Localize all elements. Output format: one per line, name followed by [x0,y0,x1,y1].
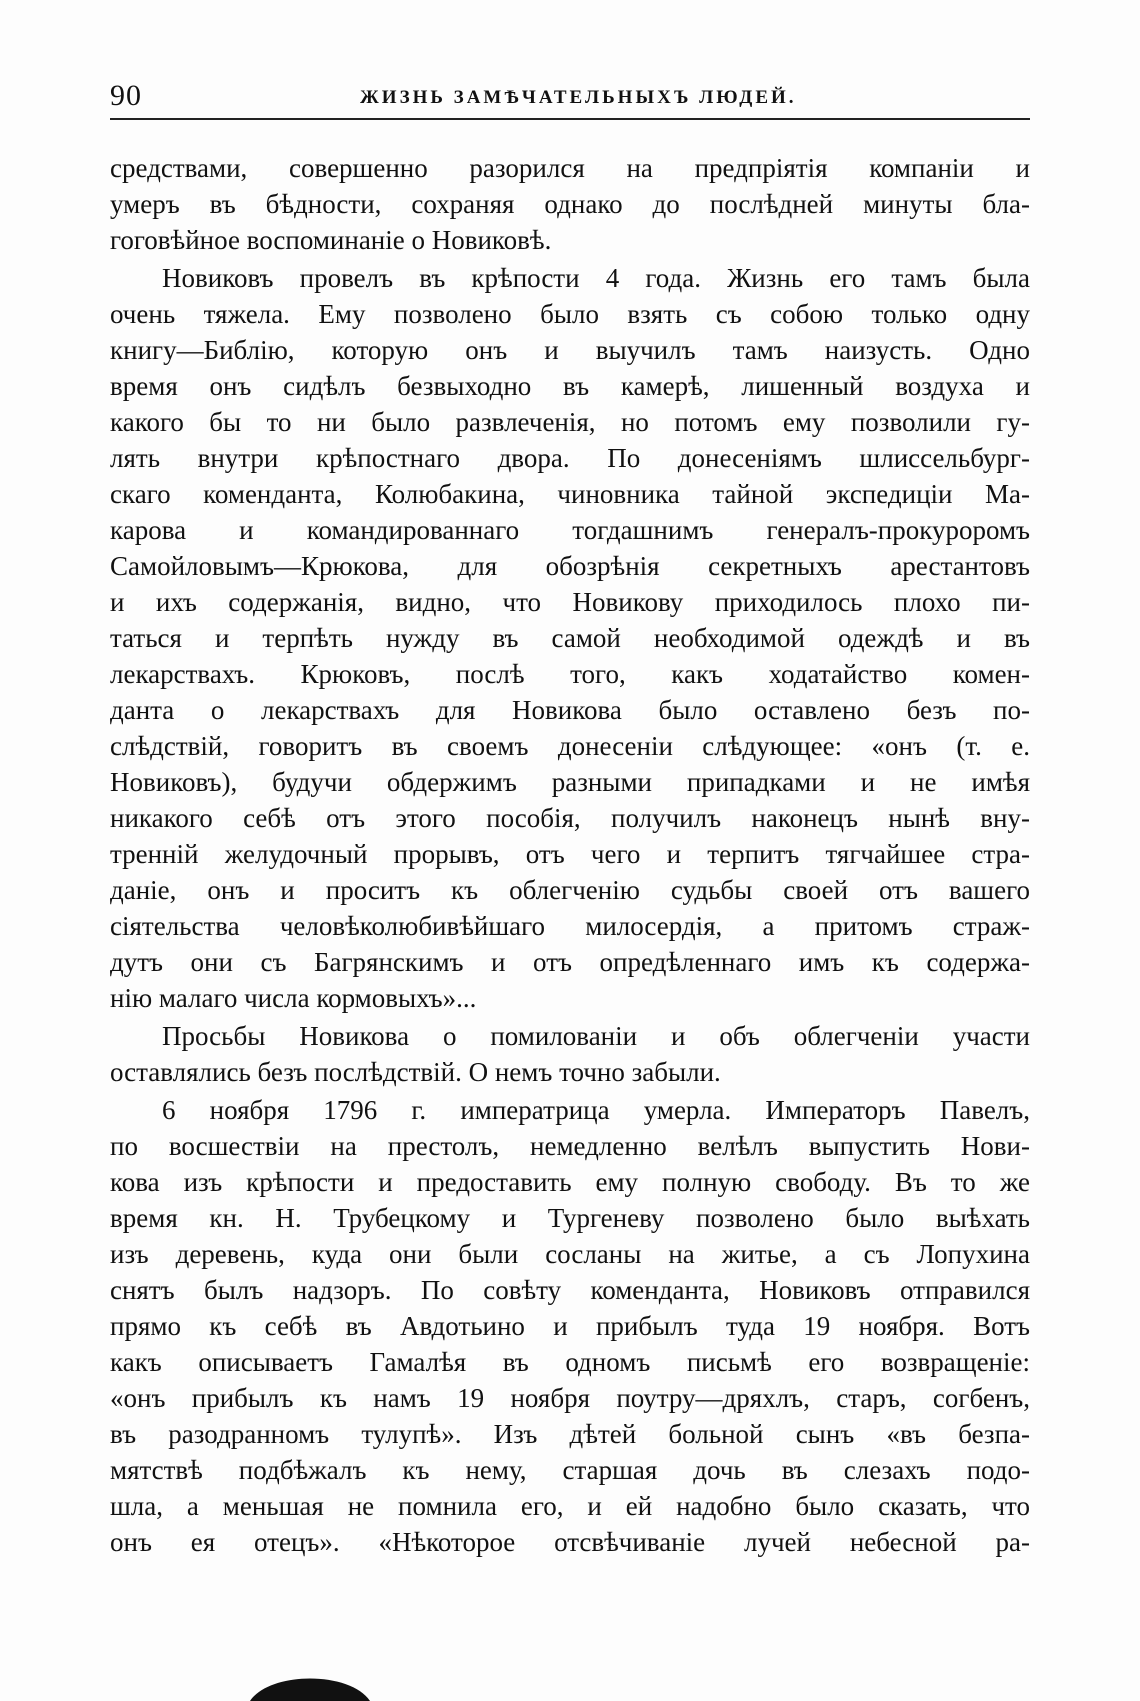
text-line: даніе, онъ и проситъ къ облегченію судьбы своей отъ вашего [110,875,1030,905]
text-line: очень тяжела. Ему позволено было взять съ собою только одну [110,299,1030,329]
text-line: скаго коменданта, Колюбакина, чиновника тайной экспедиціи Ма- [110,479,1030,509]
body-text [110,150,1030,1562]
text-line: гоговѣйное воспоминаніе о Новиковѣ. [110,225,552,255]
paragraph-2 [110,260,1030,1016]
text-line: Новиковъ провелъ въ крѣпости 4 года. Жизнь его тамъ была [162,263,1030,293]
running-title: ЖИЗНЬ ЗАМѢЧАТЕЛЬНЫХЪ ЛЮДЕЙ. [360,87,797,108]
text-line: и ихъ содержанія, видно, что Новикову приходилось плохо пи- [110,587,1030,617]
text-line: Самойловымъ—Крюкова, для обозрѣнія секретныхъ арестантовъ [110,551,1030,581]
text-line: оставлялись безъ послѣдствій. О немъ точно забыли. [110,1057,721,1087]
text-line: время онъ сидѣлъ безвыходно въ камерѣ, лишенный воздуха и [110,371,1030,401]
text-line: данта о лекарствахъ для Новикова было оставлено безъ по- [110,695,1030,725]
text-line: какъ описываетъ Гамалѣя въ одномъ письмѣ его возвращеніе: [110,1347,1030,1377]
paragraph-3 [110,1018,1030,1090]
text-line: таться и терпѣть нужду въ самой необходимой одеждѣ и въ [110,623,1030,653]
text-line: прямо къ себѣ въ Авдотьино и прибылъ туда 19 ноября. Вотъ [110,1311,1030,1341]
text-line: лять внутри крѣпостнаго двора. По донесеніямъ шлиссельбург- [110,443,1030,473]
text-line: никакого себѣ отъ этого пособія, получилъ наконецъ нынѣ вну- [110,803,1030,833]
header-rule [110,118,1030,120]
text-line: дутъ они съ Багрянскимъ и отъ опредѣленнаго имъ къ содержа- [110,947,1030,977]
text-line: Новиковъ), будучи обдержимъ разными припадками и не имѣя [110,767,1030,797]
text-line: въ разодранномъ тулупѣ». Изъ дѣтей больной сынъ «въ безпа- [110,1419,1030,1449]
text-line: «онъ прибылъ къ намъ 19 ноября поутру—дряхлъ, старъ, согбенъ, [110,1383,1030,1413]
paragraph-1 [110,150,1030,258]
text-line: изъ деревень, куда они были сосланы на житье, а съ Лопухина [110,1239,1030,1269]
text-line: онъ ея отецъ». «Нѣкоторое отсвѣчиваніе лучей небесной ра- [110,1527,1030,1557]
text-line: сіятельства человѣколюбивѣйшаго милосердія, а притомъ страж- [110,911,1030,941]
text-line: средствами, совершенно разорился на предпріятія компаніи и [110,153,1030,183]
text-line: нію малаго числа кормовыхъ»... [110,983,477,1013]
text-line: книгу—Библію, которую онъ и выучилъ тамъ наизусть. Одно [110,335,1030,365]
text-line: мятствѣ подбѣжалъ къ нему, старшая дочь въ слезахъ подо- [110,1455,1030,1485]
text-line: шла, а меньшая не помнила его, и ей надобно было сказать, что [110,1491,1030,1521]
paragraph-4 [110,1092,1030,1560]
text-line: Просьбы Новикова о помилованіи и объ облегченіи участи [162,1021,1030,1051]
text-line: умеръ въ бѣдности, сохраняя однако до послѣдней минуты бла- [110,189,1030,219]
page-number: 90 [110,79,142,112]
text-line: какого бы то ни было развлеченія, но потомъ ему позволили гу- [110,407,1030,437]
text-line: время кн. Н. Трубецкому и Тургеневу позволено было выѣхать [110,1203,1030,1233]
text-line: лекарствахъ. Крюковъ, послѣ того, какъ ходатайство комен- [110,659,1030,689]
running-head [110,78,1030,118]
text-line: снятъ былъ надзоръ. По совѣту коменданта, Новиковъ отправился [110,1275,1030,1305]
text-line: тренній желудочный прорывъ, отъ чего и терпитъ тягчайшее стра- [110,839,1030,869]
text-line: слѣдствій, говоритъ въ своемъ донесеніи слѣдующее: «онъ (т. е. [110,731,1030,761]
text-line: 6 ноября 1796 г. императрица умерла. Императоръ Павелъ, [162,1095,1030,1125]
text-line: карова и командированнаго тогдашнимъ генералъ-прокуроромъ [110,515,1030,545]
ornament-mark [250,1665,370,1701]
text-line: по восшествіи на престолъ, немедленно велѣлъ выпустить Нови- [110,1131,1030,1161]
text-line: кова изъ крѣпости и предоставить ему полную свободу. Въ то же [110,1167,1030,1197]
